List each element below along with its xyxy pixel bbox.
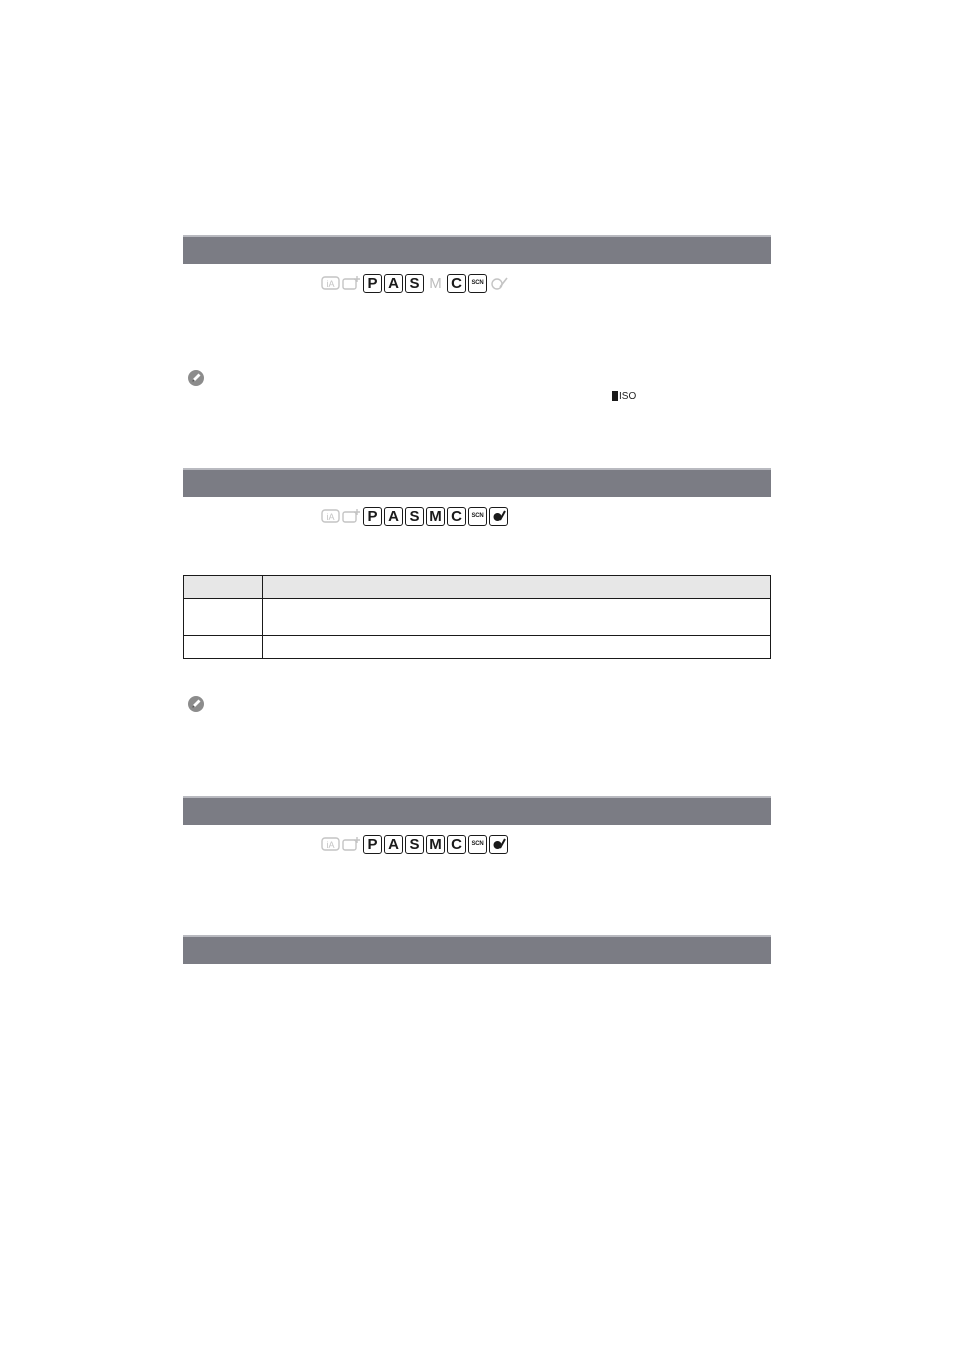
pencil-memo-icon	[187, 695, 205, 713]
mode-c-icon: C	[447, 507, 466, 526]
mode-row-3	[321, 833, 508, 855]
pencil-memo-icon	[187, 369, 205, 387]
ia-icon	[321, 507, 340, 526]
table-header-cell	[263, 576, 771, 599]
intelligent-iso-icon	[612, 390, 636, 402]
mode-s-icon: S	[405, 274, 424, 293]
mode-scn-icon: SCN	[468, 274, 487, 293]
mode-m-icon: M	[426, 274, 445, 293]
creative-control-icon	[489, 835, 508, 854]
table-header-cell	[184, 576, 263, 599]
svg-text:iA: iA	[326, 279, 335, 289]
mode-a-icon: A	[384, 835, 403, 854]
mode-m-icon: M	[426, 835, 445, 854]
table-cell	[184, 636, 263, 659]
mode-row-2	[321, 505, 508, 527]
settings-table	[183, 575, 771, 659]
table-row	[184, 599, 771, 636]
mode-scn-icon: SCN	[468, 835, 487, 854]
ia-icon	[321, 835, 340, 854]
section-header-bar-4	[183, 935, 771, 964]
mode-a-icon: A	[384, 507, 403, 526]
mode-scn-icon: SCN	[468, 507, 487, 526]
section-header-bar-3	[183, 796, 771, 825]
ia-plus-icon	[342, 835, 361, 854]
mode-row-1	[321, 272, 508, 294]
table-cell	[263, 599, 771, 636]
table-header-row	[184, 576, 771, 599]
mode-s-icon: S	[405, 835, 424, 854]
table-cell	[184, 599, 263, 636]
svg-text:iA: iA	[326, 840, 335, 850]
section-header-bar-1	[183, 235, 771, 264]
svg-text:iA: iA	[326, 512, 335, 522]
mode-s-icon: S	[405, 507, 424, 526]
table-cell	[263, 636, 771, 659]
iso-label: ISO	[619, 390, 637, 402]
table-row	[184, 636, 771, 659]
creative-control-icon	[489, 507, 508, 526]
mode-p-icon: P	[363, 274, 382, 293]
ia-icon	[321, 274, 340, 293]
mode-p-icon: P	[363, 835, 382, 854]
mode-m-icon: M	[426, 507, 445, 526]
section-header-bar-2	[183, 468, 771, 497]
ia-plus-icon	[342, 274, 361, 293]
creative-control-icon	[489, 274, 508, 293]
mode-c-icon: C	[447, 274, 466, 293]
mode-a-icon: A	[384, 274, 403, 293]
mode-p-icon: P	[363, 507, 382, 526]
ia-plus-icon	[342, 507, 361, 526]
mode-c-icon: C	[447, 835, 466, 854]
